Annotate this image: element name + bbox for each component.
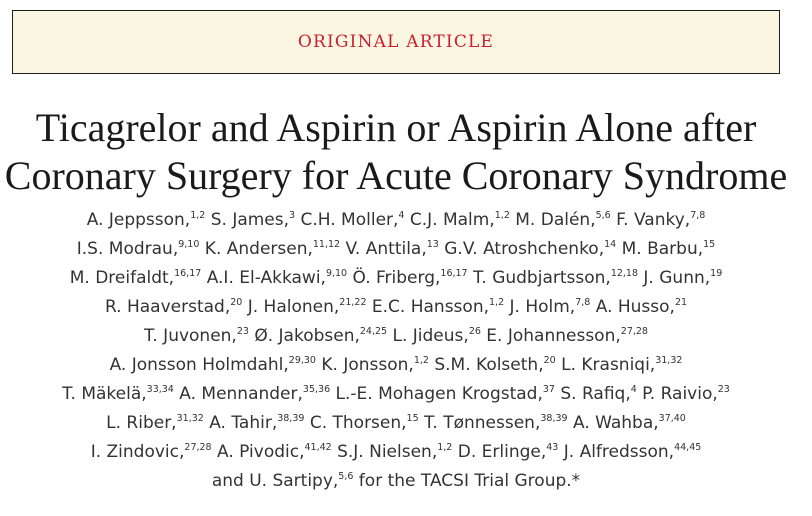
author-name: Ö. Friberg, <box>347 268 441 288</box>
affiliation-superscript: 7,8 <box>575 297 591 308</box>
affiliation-superscript: 5,6 <box>595 210 611 221</box>
affiliation-superscript: 1,2 <box>437 442 453 453</box>
author-name: S.J. Nielsen, <box>331 442 438 462</box>
affiliation-superscript: 20 <box>230 297 243 308</box>
author-name: L. Jideus, <box>387 326 469 346</box>
affiliation-superscript: 1,2 <box>489 297 505 308</box>
author-line <box>0 380 792 409</box>
affiliation-superscript: 4 <box>398 210 405 221</box>
author-name: C.J. Malm, <box>404 210 495 230</box>
affiliation-superscript: 1,2 <box>494 210 510 221</box>
title-line: Coronary Surgery for Acute Coronary Syndrome <box>4 153 788 198</box>
author-name: F. Vanky, <box>610 210 691 230</box>
author-name: C. Thorsen, <box>304 413 407 433</box>
affiliation-superscript: 12,18 <box>610 268 639 279</box>
author-line <box>0 293 792 322</box>
author-name: G.V. Atroshchenko, <box>438 239 605 259</box>
affiliation-superscript: 37 <box>542 384 555 395</box>
affiliation-superscript: 37,40 <box>658 413 686 424</box>
author-name: T. Juvonen, <box>144 326 237 346</box>
author-name: J. Halonen, <box>242 297 340 317</box>
author-name: A.I. El-Akkawi, <box>201 268 326 288</box>
affiliation-superscript: 11,12 <box>312 239 341 250</box>
author-line <box>0 351 792 380</box>
title-line: Ticagrelor and Aspirin or Aspirin Alone after <box>35 105 757 150</box>
author-name: T. Tønnessen, <box>418 413 541 433</box>
affiliation-superscript: 5,6 <box>338 471 354 482</box>
author-name: A. Pivodic, <box>211 442 305 462</box>
affiliation-superscript: 19 <box>710 268 723 279</box>
affiliation-superscript: 1,2 <box>413 355 429 366</box>
author-name: E.C. Hansson, <box>366 297 489 317</box>
affiliation-superscript: 31,32 <box>176 413 204 424</box>
author-name: M. Dalén, <box>509 210 596 230</box>
affiliation-superscript: 9,10 <box>325 268 348 279</box>
article-type-label: ORIGINAL ARTICLE <box>297 32 495 52</box>
author-name: T. Mäkelä, <box>62 384 147 404</box>
author-name: D. Erlinge, <box>452 442 547 462</box>
author-line <box>0 206 792 235</box>
affiliation-superscript: 43 <box>546 442 559 453</box>
author-name: T. Gudbjartsson, <box>467 268 611 288</box>
author-name: A. Jonsson Holmdahl, <box>109 355 289 375</box>
affiliation-superscript: 33,34 <box>146 384 174 395</box>
author-name: J. Holm, <box>504 297 576 317</box>
author-name: R. Haaverstad, <box>104 297 231 317</box>
author-name: S. James, <box>205 210 290 230</box>
article-type-banner <box>12 10 780 74</box>
affiliation-superscript: 27,28 <box>620 326 648 337</box>
affiliation-superscript: 13 <box>426 239 439 250</box>
author-line <box>0 438 792 467</box>
author-name: for the TACSI Trial Group.* <box>353 471 581 491</box>
author-name: L.-E. Mohagen Krogstad, <box>330 384 543 404</box>
author-name: I.S. Modrau, <box>76 239 179 259</box>
affiliation-superscript: 38,39 <box>540 413 568 424</box>
author-name: and U. Sartipy, <box>211 471 339 491</box>
affiliation-superscript: 4 <box>630 384 637 395</box>
author-line <box>0 235 792 264</box>
author-name: J. Alfredsson, <box>558 442 675 462</box>
affiliation-superscript: 9,10 <box>178 239 200 250</box>
author-line <box>0 467 792 496</box>
affiliation-superscript: 3 <box>289 210 296 221</box>
author-name: A. Jeppsson, <box>86 210 191 230</box>
author-line <box>0 264 792 293</box>
affiliation-superscript: 1,2 <box>190 210 206 221</box>
author-name: K. Jonsson, <box>315 355 414 375</box>
author-name: M. Barbu, <box>616 239 704 259</box>
author-name: A. Tahir, <box>203 413 278 433</box>
author-name: A. Husso, <box>590 297 675 317</box>
article-title <box>0 104 792 200</box>
author-name: I. Zindovic, <box>90 442 185 462</box>
author-name: K. Andersen, <box>199 239 313 259</box>
author-line <box>0 409 792 438</box>
affiliation-superscript: 15 <box>703 239 716 250</box>
affiliation-superscript: 38,39 <box>277 413 305 424</box>
affiliation-superscript: 44,45 <box>674 442 702 453</box>
affiliation-superscript: 21 <box>674 297 688 308</box>
affiliation-superscript: 24,25 <box>359 326 388 337</box>
affiliation-superscript: 31,32 <box>655 355 683 366</box>
affiliation-superscript: 23 <box>717 384 730 395</box>
author-name: S.M. Kolseth, <box>428 355 544 375</box>
affiliation-superscript: 20 <box>543 355 556 366</box>
affiliation-superscript: 27,28 <box>184 442 212 453</box>
author-line <box>0 322 792 351</box>
author-name: A. Mennander, <box>173 384 303 404</box>
affiliation-superscript: 23 <box>236 326 249 337</box>
author-name: L. Krasniqi, <box>555 355 656 375</box>
affiliation-superscript: 7,8 <box>690 210 706 221</box>
author-name: P. Raivio, <box>636 384 718 404</box>
affiliation-superscript: 41,42 <box>304 442 332 453</box>
author-name: J. Gunn, <box>638 268 711 288</box>
author-name: E. Johannesson, <box>480 326 621 346</box>
author-name: V. Anttila, <box>340 239 427 259</box>
affiliation-superscript: 16,17 <box>174 268 202 279</box>
author-name: Ø. Jakobsen, <box>248 326 360 346</box>
affiliation-superscript: 16,17 <box>440 268 468 279</box>
affiliation-superscript: 15 <box>406 413 419 424</box>
author-list <box>0 206 792 496</box>
author-name: S. Rafiq, <box>554 384 631 404</box>
affiliation-superscript: 14 <box>604 239 617 250</box>
affiliation-superscript: 35,36 <box>302 384 331 395</box>
affiliation-superscript: 21,22 <box>339 297 367 308</box>
affiliation-superscript: 26 <box>468 326 481 337</box>
author-name: L. Riber, <box>106 413 177 433</box>
affiliation-superscript: 29,30 <box>288 355 316 366</box>
author-name: A. Wahba, <box>567 413 659 433</box>
author-name: C.H. Moller, <box>295 210 399 230</box>
author-name: M. Dreifaldt, <box>69 268 175 288</box>
